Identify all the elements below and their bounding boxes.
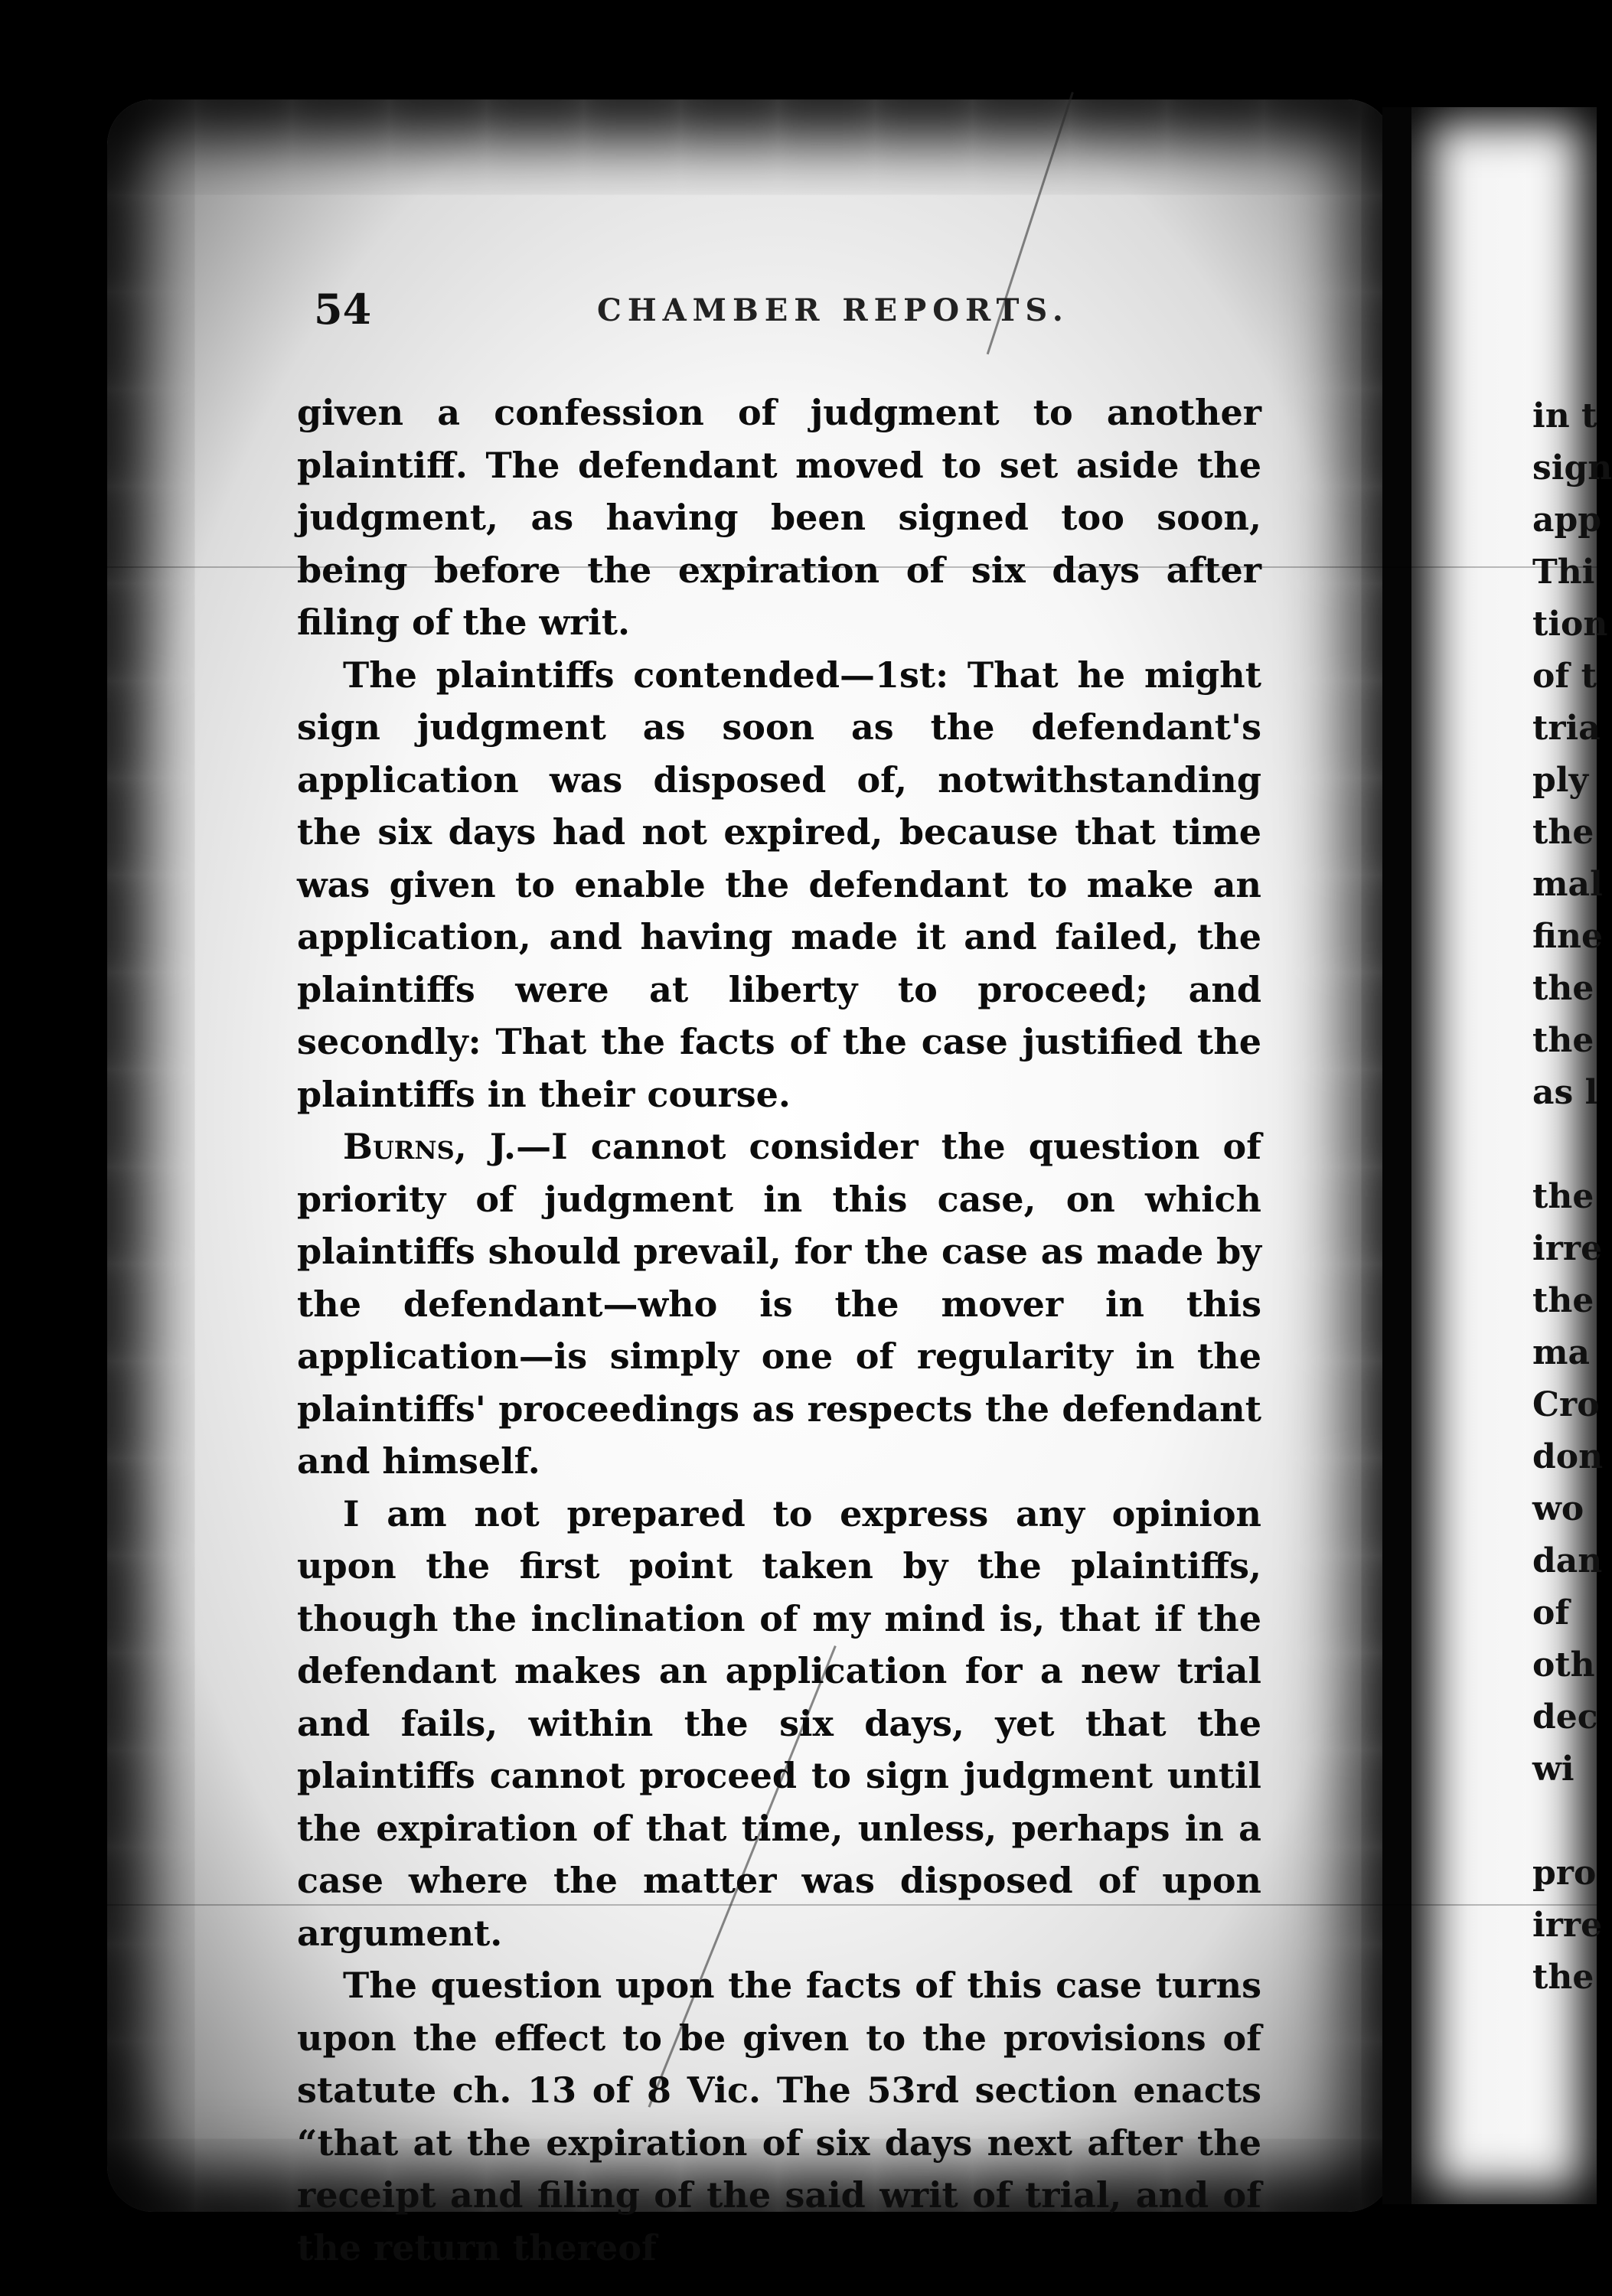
facing-page-line: the (1532, 1281, 1594, 1320)
paragraph-2 (297, 649, 1261, 1121)
paragraph-5 (297, 1959, 1261, 2274)
facing-page-line: tion (1532, 605, 1608, 644)
facing-page-line: dan (1532, 1541, 1603, 1580)
facing-page-line: as l (1532, 1073, 1598, 1112)
facing-page-line: in t (1532, 396, 1597, 435)
facing-page-line: app (1532, 501, 1602, 540)
facing-page-line: the (1532, 813, 1594, 852)
facing-page-line (1532, 1795, 1597, 1848)
facing-page-line: oth (1532, 1645, 1595, 1684)
facing-page-line (1532, 1119, 1597, 1171)
facing-page-line: wo (1532, 1489, 1584, 1528)
facing-page-line: don (1532, 1437, 1604, 1476)
paragraph-text: The plaintiffs contended—1st: That he might sign judgment as soon as the defendant's application was disposed of, notwithstanding the six days had not expired, because that time was given to enable the defendant to make an application, and having made it and failed, the plaintiffs were at liberty to proceed; and secondly: That the facts of the case justified the plaintiffs in their course. (297, 654, 1261, 1115)
facing-page-line: wi (1532, 1750, 1574, 1789)
paragraph-3 (297, 1120, 1261, 1488)
paragraph-text: —I cannot consider the question of priority of judgment in this case, on which plaintiffs should prevail, for the case as made by the defendant—who is the mover in this application—is simply one of regularity in the plaintiffs' proceedings as respects the defendant and himself. (297, 1126, 1261, 1482)
facing-page-line: irre (1532, 1906, 1603, 1945)
running-head: CHAMBER REPORTS. (597, 292, 1069, 328)
facing-page-line: pro (1532, 1854, 1597, 1893)
facing-page-line: irre (1532, 1229, 1603, 1268)
facing-page-line: sign (1532, 448, 1612, 488)
facing-page-line: mal (1532, 865, 1603, 904)
paragraph-text: I am not prepared to express any opinion upon the first point taken by the plaintiffs, though the inclination of my mind is, that if the defendant makes an application for a new trial and fails, within the six days, yet that the plaintiffs cannot proceed to sign judgment until the expiration of that time, unless, perhaps in a case where the matter was disposed of upon argument. (297, 1492, 1261, 1954)
facing-page-line: fine (1532, 917, 1603, 956)
page-number: 54 (314, 285, 372, 334)
facing-page-line: Thi (1532, 553, 1595, 592)
body-text (297, 386, 1261, 2274)
facing-page-line: the (1532, 1177, 1594, 1216)
book-gutter (1382, 107, 1411, 2204)
facing-page-line: Cro (1532, 1385, 1600, 1424)
facing-page-line: the (1532, 969, 1594, 1008)
page-header (314, 285, 1263, 338)
judge-name: Burns, J. (343, 1126, 517, 1167)
facing-page-text (1532, 390, 1612, 2004)
paragraph-1 (297, 386, 1261, 649)
paragraph-4 (297, 1488, 1261, 1960)
facing-page-line: of t (1532, 657, 1597, 696)
paragraph-text: The question upon the facts of this case turns upon the effect to be given to the provisions of statute ch. 13 of 8 Vic. The 53rd section enacts “that at the expiration of six days next after the receipt and filing of the said writ of trial, and of the return thereof (297, 1965, 1261, 2268)
facing-page-line: ply (1532, 761, 1589, 800)
facing-page-line: of (1532, 1593, 1570, 1632)
paragraph-text: given a confession of judgment to another plaintiff. The defendant moved to set aside the judgment, as having been signed too soon, being before the expiration of six days after filing of the writ. (297, 392, 1261, 643)
facing-page-line: ma (1532, 1333, 1591, 1372)
facing-page-line: tria (1532, 709, 1601, 748)
facing-page-line: the (1532, 1021, 1594, 1060)
facing-page-line: the (1532, 1958, 1594, 1997)
facing-page-line: dec (1532, 1698, 1598, 1737)
